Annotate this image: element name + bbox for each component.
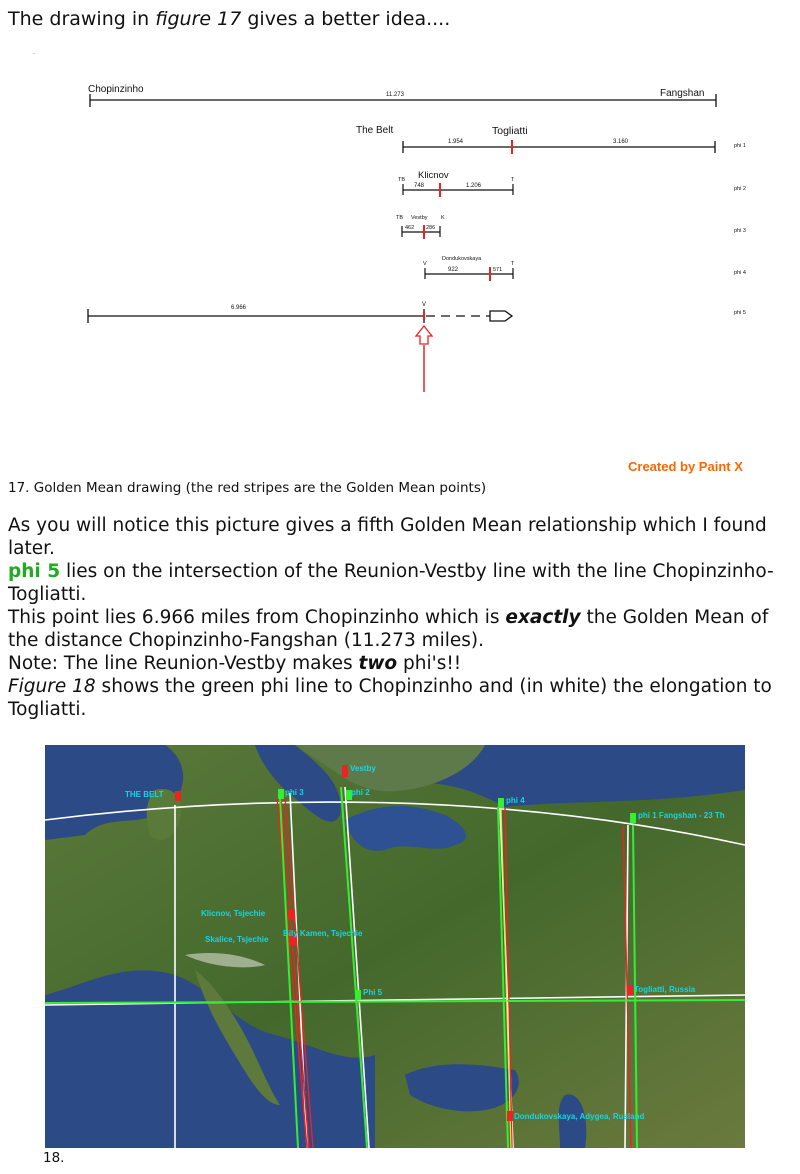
phi2-line [398,170,746,197]
label-the-belt: The Belt [356,125,394,136]
map-label-phi2: phi 2 [351,788,370,797]
satellite-map [45,745,745,1148]
paragraph-5-text: shows the green phi line to Chopinzinho and (in white) the elongation to Togliatti. [8,676,772,720]
end-phi2-left: TB [398,177,406,183]
pin-the-belt [175,791,181,801]
paragraph-3 [8,606,798,652]
value-phi5: 6.966 [231,305,247,311]
end-phi4-left: V [423,261,427,267]
figure-17-caption: 17. Golden Mean drawing (the red stripes are the Golden Mean points) [8,480,487,496]
paragraph-2 [8,560,798,606]
map-label-vestby: Vestby [350,764,376,773]
tag-phi3: phi 3 [734,228,746,234]
value-phi1-right: 3.160 [613,139,629,145]
map-label-skalice: Skalice, Tsjechie [205,935,269,944]
phi5-highlight: phi 5 [8,561,61,582]
value-phi4-left: 922 [448,267,459,273]
map-label-phi3: phi 3 [285,788,304,797]
map-label-phi1: phi 1 Fangshan - 23 Th [638,811,725,820]
map-label-dondukovskaya: Dondukovskaya, Adygea, Rusland [514,1112,645,1121]
paragraph-4-text-c: phi's!! [397,653,462,674]
map-label-klicnov: Klicnov, Tsjechie [201,909,266,918]
arrow-up-icon [416,326,432,344]
intro-text-a: The drawing in [8,8,156,30]
value-phi2-left: 748 [414,183,425,189]
end-phi3-left: TB [396,215,404,221]
end-phi4-right: T [511,261,515,267]
value-phi4-right: 571 [493,267,503,273]
intro-text-b: gives a better idea.... [241,8,451,30]
main-line [88,84,716,107]
tag-phi5: phi 5 [734,310,746,316]
label-vestby-small: Vestby [411,215,428,221]
figure-18-caption: 18. [43,1150,65,1166]
map-label-the-belt: THE BELT [125,790,164,799]
paragraph-1: As you will notice this picture gives a fifth Golden Mean relationship which I found later. [8,515,767,559]
stray-mark: · [33,51,35,57]
map-label-phi4: phi 4 [506,796,525,805]
tag-phi1: phi 1 [734,143,746,149]
pin-phi5 [355,990,361,1000]
label-klicnov: Klicnov [418,170,449,181]
pin-togliatti [627,985,633,995]
paragraph-4-text-a: Note: The line Reunion-Vestby makes [8,653,359,674]
pin-phi3 [278,789,284,799]
phi1-line [356,125,746,154]
pin-phi4 [498,798,504,808]
golden-mean-diagram [0,51,800,482]
value-phi1-left: 1.954 [448,139,464,145]
paragraph-4 [8,652,798,675]
map-label-phi5: Phi 5 [363,988,383,997]
figure-17-reference: figure 17 [155,8,242,30]
body-text [8,514,798,721]
tag-phi2: phi 2 [734,186,746,192]
map-label-togliatti: Togliatti, Russia [634,985,696,994]
label-togliatti: Togliatti [492,125,528,137]
credit-label: Created by Paint X [628,459,743,474]
phi5-line [88,302,746,392]
two-emphasis: two [358,653,398,674]
label-dondukovskaya-small: Dondukovskaya [442,256,482,262]
pin-phi1 [630,813,636,823]
end-phi3-right: K [441,215,445,221]
map-label-bily-kamen: Bily Kamen, Tsjechie [283,929,363,938]
paragraph-3-text-c: the Golden Mean of the distance Chopinzinho-Fangshan (11.273 miles). [8,607,769,651]
value-phi3-right: 286 [426,225,436,231]
value-phi2-right: 1.206 [466,183,482,189]
label-fangshan: Fangshan [660,88,705,99]
exactly-emphasis: exactly [505,607,581,628]
paragraph-2-text: lies on the intersection of the Reunion-Vestby line with the line Chopinzinho-Togliatti. [8,561,774,605]
pin-dondukovskaya [507,1111,513,1121]
pin-vestby [342,765,348,777]
paragraph-3-text-a: This point lies 6.966 miles from Chopinzinho which is [8,607,506,628]
marker-phi5-v: V [422,302,427,308]
phi4-line [423,256,746,281]
arrow-right-icon [490,311,512,321]
pin-klicnov [288,910,294,920]
phi3-line [396,215,746,239]
paragraph-5 [8,675,798,721]
label-chopinzinho: Chopinzinho [88,84,144,95]
intro-line [8,8,450,30]
value-phi3-left: 462 [405,225,415,231]
tag-phi4: phi 4 [734,270,746,276]
value-main: 11.273 [386,92,404,98]
figure-18-reference: Figure 18 [8,676,96,697]
end-phi2-right: T [511,177,515,183]
